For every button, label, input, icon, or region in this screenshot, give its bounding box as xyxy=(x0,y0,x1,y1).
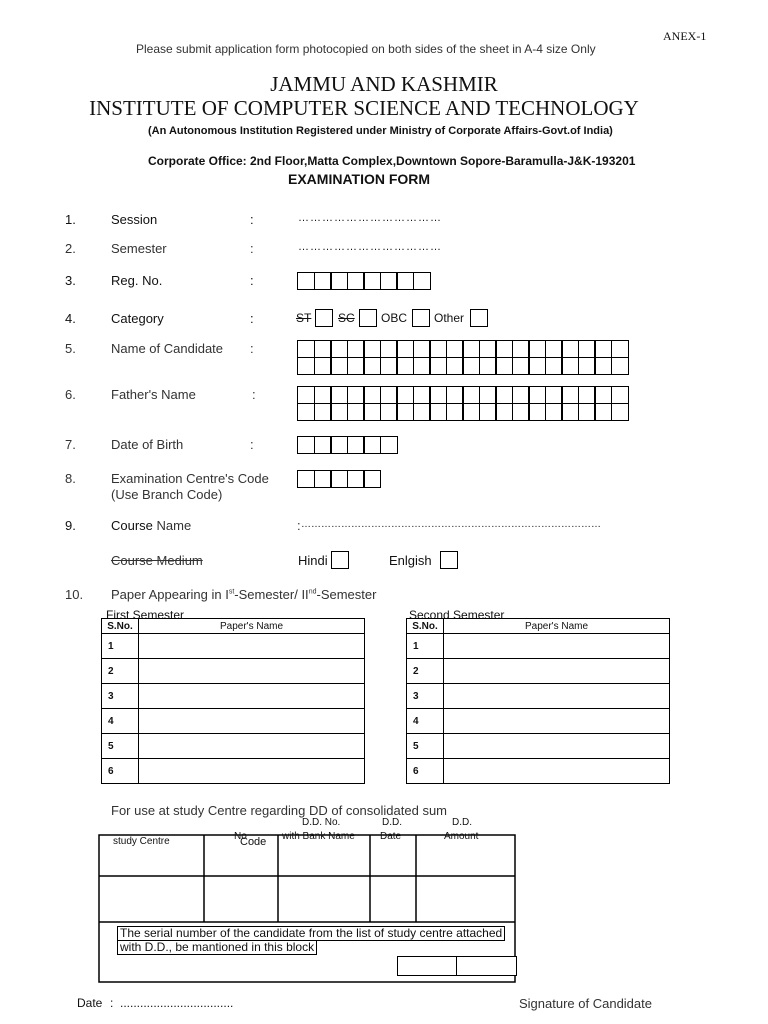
table-row xyxy=(407,659,670,684)
first-paper-cell[interactable] xyxy=(139,684,365,709)
paper-appearing-label: Paper Appearing in Ist-Semester/ IInd-Semester xyxy=(111,587,377,602)
dob-label: Date of Birth xyxy=(111,437,184,452)
dd-amount-col-label: Amount xyxy=(444,831,479,842)
date-label: Date xyxy=(77,996,103,1010)
table-row xyxy=(407,684,670,709)
signature-label: Signature of Candidate xyxy=(519,996,652,1011)
dob-boxes[interactable] xyxy=(297,436,396,454)
category-sc-label: SC xyxy=(338,311,355,325)
serial-note-line-2: with D.D., be mantioned in this block xyxy=(117,940,317,955)
category-label: Category xyxy=(111,311,164,326)
father-name-boxes-row-2[interactable] xyxy=(297,403,627,421)
table-row xyxy=(407,759,670,784)
session-input[interactable]: ……………………………… xyxy=(298,212,442,224)
first-semester-title: First Semester xyxy=(106,608,185,622)
first-paper-cell[interactable] xyxy=(139,634,365,659)
candidate-name-boxes-row-1[interactable] xyxy=(297,340,627,358)
centre-code-boxes[interactable] xyxy=(297,470,380,488)
table-row xyxy=(407,709,670,734)
category-obc-checkbox[interactable] xyxy=(412,309,430,327)
dd-date-top-label: D.D. xyxy=(382,817,402,828)
title-line-2: INSTITUTE OF COMPUTER SCIENCE AND TECHNOLOGY xyxy=(89,96,639,120)
medium-english-label: Enlgish xyxy=(389,553,432,568)
field-5-number: 5. xyxy=(65,341,76,356)
serial-note-line-1: The serial number of the candidate from the list of study centre attached xyxy=(117,926,505,941)
table-row xyxy=(407,734,670,759)
second-paper-cell[interactable] xyxy=(444,709,670,734)
table-row xyxy=(102,634,365,659)
date-colon: : xyxy=(110,996,114,1010)
category-sc-checkbox[interactable] xyxy=(359,309,377,327)
father-name-label: Father's Name xyxy=(111,387,196,402)
course-name-colon: : xyxy=(297,518,301,533)
category-st-label: ST xyxy=(296,311,312,325)
study-centre-col-label: study Centre xyxy=(113,836,170,847)
category-other-checkbox[interactable] xyxy=(470,309,488,327)
category-st-checkbox[interactable] xyxy=(315,309,333,327)
field-6-number: 6. xyxy=(65,387,76,402)
course-medium-label: Course Medium xyxy=(111,553,203,568)
second-sno-cell: 6 xyxy=(407,759,444,784)
candidate-name-colon: : xyxy=(250,341,254,356)
bank-name-col-label: with Bank Name xyxy=(282,831,355,842)
first-paper-cell[interactable] xyxy=(139,734,365,759)
second-sno-cell: 1 xyxy=(407,634,444,659)
second-name-header: Paper's Name xyxy=(444,619,670,634)
serial-number-box-1[interactable] xyxy=(397,956,458,976)
father-name-colon: : xyxy=(252,387,256,402)
table-row xyxy=(102,659,365,684)
second-sno-cell: 3 xyxy=(407,684,444,709)
dd-amount-top-label: D.D. xyxy=(452,817,472,828)
form-title: EXAMINATION FORM xyxy=(288,171,431,187)
table-row xyxy=(102,734,365,759)
category-colon: : xyxy=(250,311,254,326)
field-8-number: 8. xyxy=(65,471,76,486)
session-colon: : xyxy=(250,212,254,227)
second-paper-cell[interactable] xyxy=(444,634,670,659)
table-row xyxy=(407,634,670,659)
first-semester-table xyxy=(101,618,365,784)
dd-date-col-label: Date xyxy=(380,831,402,842)
category-obc-label: OBC xyxy=(381,311,408,325)
code-col-label: Code xyxy=(240,836,267,848)
first-sno-cell: 2 xyxy=(102,659,139,684)
subtitle: (An Autonomous Institution Registered under Ministry of Corporate Affairs-Govt.of India) xyxy=(148,125,613,137)
field-4-number: 4. xyxy=(65,311,76,326)
first-sno-cell: 5 xyxy=(102,734,139,759)
serial-number-box-2[interactable] xyxy=(456,956,517,976)
candidate-name-label: Name of Candidate xyxy=(111,341,224,356)
first-paper-cell[interactable] xyxy=(139,759,365,784)
second-paper-cell[interactable] xyxy=(444,734,670,759)
session-label: Session xyxy=(111,212,158,227)
medium-hindi-label: Hindi xyxy=(298,553,328,568)
course-name-label: Course Name xyxy=(111,518,192,533)
field-2-number: 2. xyxy=(65,241,76,256)
candidate-name-boxes-row-2[interactable] xyxy=(297,357,627,375)
dd-no-top-label: D.D. No. xyxy=(302,817,341,828)
title-line-1: JAMMU AND KASHMIR xyxy=(270,72,498,96)
second-sno-header: S.No. xyxy=(407,619,444,634)
second-sno-cell: 5 xyxy=(407,734,444,759)
second-paper-cell[interactable] xyxy=(444,659,670,684)
second-semester-table xyxy=(406,618,670,784)
reg-no-colon: : xyxy=(250,273,254,288)
first-sno-cell: 4 xyxy=(102,709,139,734)
field-3-number: 3. xyxy=(65,273,76,288)
table-row xyxy=(102,709,365,734)
first-sno-header: S.No. xyxy=(102,619,139,634)
second-sno-cell: 2 xyxy=(407,659,444,684)
first-sno-cell: 3 xyxy=(102,684,139,709)
centre-code-label: Examination Centre's Code xyxy=(111,471,269,486)
course-name-input[interactable]: ……………………………………………………………………………… xyxy=(301,519,601,530)
first-paper-cell[interactable] xyxy=(139,659,365,684)
table-row xyxy=(102,684,365,709)
reg-no-label: Reg. No. xyxy=(111,273,163,288)
second-paper-cell[interactable] xyxy=(444,684,670,709)
annex-label: ANEX-1 xyxy=(663,29,707,43)
category-other-label: Other xyxy=(434,311,465,325)
medium-hindi-checkbox[interactable] xyxy=(331,551,349,569)
no-col-label: No xyxy=(234,831,247,842)
first-sno-cell: 1 xyxy=(102,634,139,659)
first-name-header: Paper's Name xyxy=(139,619,365,634)
table-row xyxy=(102,759,365,784)
first-sno-cell: 6 xyxy=(102,759,139,784)
semester-label: Semester xyxy=(111,241,167,256)
centre-code-sublabel: (Use Branch Code) xyxy=(111,487,223,502)
field-1-number: 1. xyxy=(65,212,76,227)
study-centre-heading: For use at study Centre regarding DD of consolidated sum xyxy=(111,803,448,818)
medium-english-checkbox[interactable] xyxy=(440,551,458,569)
submit-note: Please submit application form photocopied on both sides of the sheet in A-4 size Only xyxy=(136,42,596,56)
dob-colon: : xyxy=(250,437,254,452)
semester-input[interactable]: ……………………………… xyxy=(298,241,442,253)
father-name-boxes-row-1[interactable] xyxy=(297,386,627,404)
corporate-office: Corporate Office: 2nd Floor,Matta Complex,Downtown Sopore-Baramulla-J&K-193201 xyxy=(148,154,636,168)
field-10-number: 10. xyxy=(65,587,84,602)
second-semester-title: Second Semester xyxy=(409,608,505,622)
semester-colon: : xyxy=(250,241,254,256)
reg-no-boxes[interactable] xyxy=(297,272,429,290)
date-input[interactable]: .................................. xyxy=(120,996,234,1010)
field-7-number: 7. xyxy=(65,437,76,452)
second-paper-cell[interactable] xyxy=(444,759,670,784)
first-paper-cell[interactable] xyxy=(139,709,365,734)
second-sno-cell: 4 xyxy=(407,709,444,734)
field-9-number: 9. xyxy=(65,518,76,533)
